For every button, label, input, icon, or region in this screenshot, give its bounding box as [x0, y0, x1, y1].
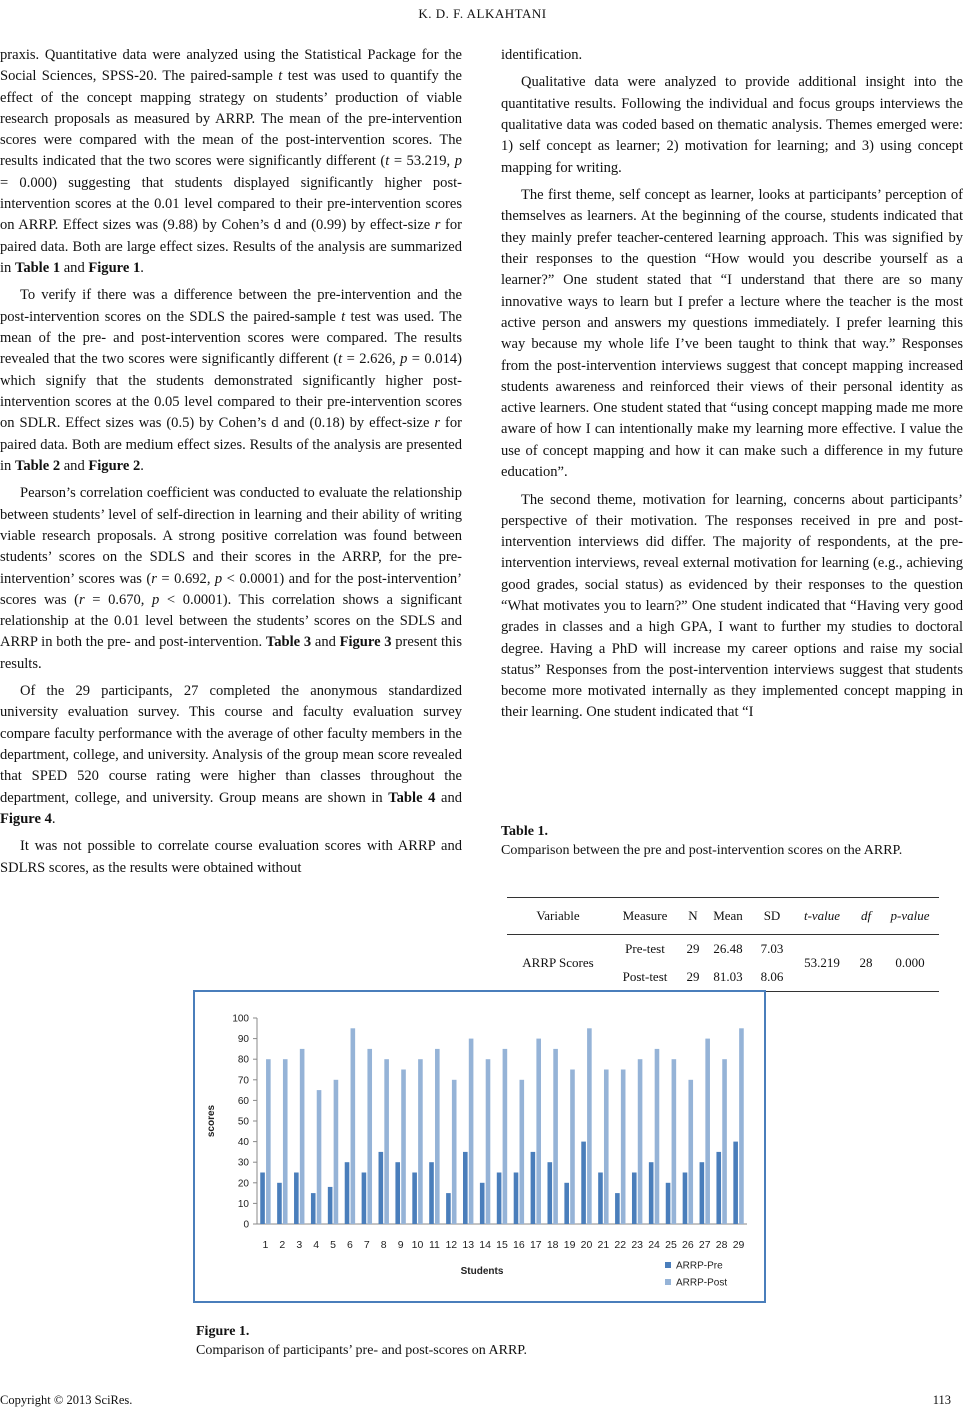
bar-arrp-post — [486, 1059, 491, 1224]
x-tick-label: 10 — [411, 1239, 424, 1251]
x-tick-label: 17 — [529, 1239, 542, 1251]
bar-arrp-post — [435, 1049, 440, 1224]
legend-swatch — [665, 1262, 671, 1268]
x-tick-label: 14 — [479, 1239, 491, 1251]
x-tick-label: 3 — [296, 1239, 303, 1251]
x-tick-label: 20 — [580, 1239, 593, 1251]
x-tick-label: 27 — [698, 1239, 711, 1251]
figure-title: Comparison of participants’ pre- and post-scores on ARRP. — [196, 1343, 528, 1358]
y-tick-label: 70 — [237, 1075, 249, 1087]
bar-arrp-pre — [514, 1173, 519, 1225]
col-header: Variable — [507, 897, 609, 935]
running-header: K. D. F. ALKAHTANI — [418, 6, 547, 21]
bar-arrp-post — [570, 1070, 575, 1225]
bar-arrp-pre — [733, 1142, 738, 1224]
table-row — [507, 935, 939, 963]
paragraph: Pearson’s correlation coefficient was conducted to evaluate the relationship between students’ level of self-direction in learning and their ability of writing viable research proposals. A strong positive correlation was found between students’ scores on the SDLS and their scores in the ARRP, for the pre-intervention’ scores was (r = 0.692, p < 0.0001) and for the post-intervention’ scores was (r = 0.670, p < 0.0001). This correlation shows a significant relationship at the 0.01 level between the students’ scores on the SDLS and ARRP in both the pre- and post-intervention. Table 3 and Figure 3 present this results. — [0, 485, 463, 672]
paragraph: Qualitative data were analyzed to provide additional insight into the quantitative results. Following the individual and focus groups interviews the qualitative data was coded based on thematic analysis. Themes emerged were: 1) self concept as learner; 2) motivation for learning; and 3) using concept mapping for writing. — [501, 74, 963, 176]
results-table — [507, 897, 939, 992]
x-tick-label: 18 — [546, 1239, 559, 1251]
bar-arrp-pre — [598, 1173, 603, 1225]
bar-arrp-pre — [260, 1173, 265, 1225]
x-tick-label: 23 — [631, 1239, 644, 1251]
x-tick-label: 2 — [279, 1239, 286, 1251]
legend-label: ARRP-Post — [676, 1277, 728, 1289]
table-cell: 81.03 — [705, 963, 751, 992]
bar-arrp-pre — [463, 1152, 468, 1224]
x-tick-label: 16 — [513, 1239, 525, 1251]
bar-arrp-pre — [716, 1152, 721, 1224]
y-tick-label: 100 — [232, 1013, 249, 1025]
y-tick-label: 90 — [237, 1034, 249, 1046]
bar-arrp-post — [283, 1059, 288, 1224]
bar-arrp-post — [722, 1059, 727, 1224]
x-tick-label: 26 — [682, 1239, 694, 1251]
bar-arrp-post — [469, 1039, 474, 1224]
bar-arrp-pre — [328, 1187, 333, 1224]
figure-1-chart — [193, 990, 766, 1303]
bar-arrp-post — [401, 1070, 406, 1225]
bar-arrp-pre — [581, 1142, 586, 1224]
table-caption — [501, 822, 963, 860]
bar-arrp-post — [688, 1080, 693, 1224]
bar-arrp-post — [317, 1090, 322, 1224]
bar-arrp-pre — [362, 1173, 367, 1225]
table-cell: 29 — [681, 963, 705, 992]
table-title: Comparison between the pre and post-intervention scores on the ARRP. — [501, 843, 903, 858]
x-tick-label: 9 — [397, 1239, 404, 1251]
y-tick-label: 40 — [237, 1137, 249, 1149]
legend-swatch — [665, 1279, 671, 1285]
table-label: Table 1. — [501, 824, 548, 839]
table-header-row — [507, 897, 939, 935]
bar-arrp-post — [536, 1039, 541, 1224]
bar-arrp-pre — [412, 1173, 417, 1225]
y-tick-label: 50 — [237, 1116, 249, 1128]
bar-arrp-post — [266, 1059, 271, 1224]
table-cell: Post-test — [609, 963, 681, 992]
x-tick-label: 25 — [665, 1239, 677, 1251]
bar-arrp-post — [638, 1059, 643, 1224]
t-value-cell: 53.219 — [793, 935, 851, 992]
bar-arrp-pre — [395, 1162, 400, 1224]
bar-arrp-post — [705, 1039, 710, 1224]
x-tick-label: 22 — [614, 1239, 627, 1251]
x-tick-label: 7 — [363, 1239, 370, 1251]
table-cell: 8.06 — [751, 963, 793, 992]
p-value-cell: 0.000 — [881, 935, 939, 992]
table-cell: 26.48 — [713, 941, 743, 956]
x-tick-label: 11 — [428, 1239, 440, 1251]
x-tick-label: 8 — [380, 1239, 387, 1251]
y-tick-label: 10 — [237, 1198, 249, 1210]
bar-arrp-post — [452, 1080, 457, 1224]
x-tick-label: 4 — [313, 1239, 320, 1251]
y-axis-title: scores — [206, 1104, 217, 1138]
bar-arrp-post — [553, 1049, 558, 1224]
y-tick-label: 20 — [237, 1178, 249, 1190]
paragraph: It was not possible to correlate course evaluation scores with ARRP and SDLRS scores, as the results were obtained without — [0, 838, 462, 876]
y-tick-label: 30 — [237, 1157, 249, 1169]
bar-arrp-pre — [564, 1183, 569, 1224]
y-tick-label: 80 — [237, 1054, 249, 1066]
paragraph: To verify if there was a difference between the pre-intervention and the post-intervention scores on the SDLS the paired-sample t test was used. The mean of the pre- and post-intervention scores were compared. The results revealed that the two scores were significantly different (t = 2.626, p = 0.014) which signify that the students demonstrated significantly higher post-intervention scores at the 0.05 level compared to their pre-intervention scores on SDLR. Effect sizes was (0.5) by Cohen’s d and (0.18) by effect-size r for paired data. Both are medium effect sizes. Results of the analysis are presented in Table 2 and Figure 2. — [0, 287, 462, 474]
right-column — [501, 45, 963, 730]
bar-arrp-pre — [700, 1162, 705, 1224]
left-column — [0, 45, 462, 885]
x-tick-label: 12 — [445, 1239, 458, 1251]
bar-arrp-pre — [429, 1162, 434, 1224]
bar-arrp-post — [351, 1028, 356, 1224]
col-header: Mean — [705, 897, 751, 935]
paragraph: identification. — [501, 47, 583, 63]
table-cell: Pre-test — [625, 941, 665, 956]
footer-copyright: Copyright © 2013 SciRes. — [0, 1393, 133, 1407]
bar-arrp-pre — [345, 1162, 350, 1224]
paragraph: Of the 29 participants, 27 completed the anonymous standardized university evaluation survey. This course and faculty evaluation survey compare faculty performance with the average of other faculty members in the department, college, and university. Analysis of the group mean score revealed that SPED 520 course rating were higher than classes throughout the department, college, and university. Group means are shown in Table 4 and Figure 4. — [0, 683, 462, 827]
col-header: SD — [751, 897, 793, 935]
figure-label: Figure 1. — [196, 1324, 250, 1339]
x-tick-label: 21 — [597, 1239, 610, 1251]
bar-arrp-pre — [547, 1162, 552, 1224]
bar-arrp-post — [672, 1059, 677, 1224]
x-tick-label: 6 — [347, 1239, 353, 1251]
variable-cell: ARRP Scores — [507, 935, 609, 992]
figure-caption — [196, 1322, 527, 1360]
col-header: p-value — [881, 897, 939, 935]
bar-arrp-pre — [277, 1183, 282, 1224]
x-tick-label: 15 — [496, 1239, 508, 1251]
bar-chart-svg — [195, 992, 764, 1301]
bar-arrp-post — [300, 1049, 305, 1224]
x-tick-label: 5 — [330, 1239, 336, 1251]
y-tick-label: 60 — [237, 1095, 249, 1107]
bar-arrp-pre — [632, 1173, 637, 1225]
bar-arrp-post — [367, 1049, 372, 1224]
bar-arrp-pre — [379, 1152, 384, 1224]
bar-arrp-post — [334, 1080, 339, 1224]
bar-arrp-pre — [446, 1193, 451, 1224]
bar-arrp-pre — [294, 1173, 299, 1225]
bar-arrp-pre — [683, 1173, 688, 1225]
bar-arrp-post — [587, 1028, 592, 1224]
col-header: Measure — [609, 897, 681, 935]
bar-arrp-pre — [531, 1152, 536, 1224]
bar-arrp-post — [384, 1059, 389, 1224]
bar-arrp-post — [604, 1070, 609, 1225]
col-header: t-value — [793, 897, 851, 935]
bar-arrp-pre — [666, 1183, 671, 1224]
bar-arrp-pre — [497, 1173, 502, 1225]
paragraph: The second theme, motivation for learning, concerns about participants’ perspective of their motivation. The responses received in pre and post-intervention interviews did differ. The majority of respondents, at the pre-intervention interviews, reveal external motivation for learning (e.g., achieving good grades, social status) as evidenced by their responses to the question “What motivates you to learn?” One student indicated that “Having very good grades in classes and a high GPA, I want to further my studies to doctoral degree. Having a PhD will increase my career options and raise my social status” Responses from the post-intervention interviews suggest that students become more motivated internally as they implemented concept mapping in their learning. One student indicated that “I — [501, 491, 963, 721]
df-cell: 28 — [851, 935, 881, 992]
bar-arrp-post — [418, 1059, 423, 1224]
bar-arrp-post — [621, 1070, 626, 1225]
bar-arrp-pre — [649, 1162, 654, 1224]
x-tick-label: 28 — [715, 1239, 728, 1251]
x-tick-label: 19 — [563, 1239, 576, 1251]
bar-arrp-post — [519, 1080, 524, 1224]
table-cell: 7.03 — [760, 941, 784, 956]
col-header: N — [681, 897, 705, 935]
bar-arrp-pre — [615, 1193, 620, 1224]
paragraph: The first theme, self concept as learner, looks at participants’ perception of themselves as learners. At the beginning of the course, students indicated that they mainly prefer teacher-centered learning approach. This was signified by their responses to the question “How would you describe yourself as a learner?” One student stated that “I understand that there are so many innovative ways to learn but I prefer a lecture where the teacher is the most active person and answers my questions immediately. I prefer learning this way because my whole life I’ve been taught to think that way.” Responses from the post-intervention interviews suggest that concept mapping increased students awareness and reinforced their views of their personal identity as active learners. One student stated that “using concept mapping made me more aware of how I can intentionally make my learning more effective. I value the use of concept mapping and how it can make such a difference in my future education”. — [501, 187, 963, 481]
table-cell: 29 — [686, 941, 700, 956]
bar-arrp-pre — [311, 1193, 316, 1224]
legend-label: ARRP-Pre — [676, 1260, 723, 1272]
x-tick-label: 29 — [732, 1239, 745, 1251]
footer-page-number: 113 — [932, 1393, 951, 1407]
bar-arrp-pre — [480, 1183, 485, 1224]
col-header: df — [851, 897, 881, 935]
bar-arrp-post — [739, 1028, 744, 1224]
x-tick-label: 13 — [462, 1239, 475, 1251]
x-axis-title: Students — [460, 1266, 504, 1277]
y-tick-label: 0 — [243, 1219, 249, 1231]
paragraph: praxis. Quantitative data were analyzed using the Statistical Package for the Social Sciences, SPSS-20. The paired-sample t test was used to quantify the effect of the concept mapping strategy on students’ production of viable research proposals as measured by ARRP. The mean of the pre-intervention scores were compared with the mean of the post-intervention scores. The results indicated that the two scores were significantly different (t = 53.219, p = 0.000) suggesting that students displayed significantly higher post-intervention scores at the 0.01 level compared to their pre-intervention scores on ARRP. Effect sizes was (9.88) by Cohen’s d and (0.99) by effect-size r for paired data. Both are large effect sizes. Results of the analysis are summarized in Table 1 and Figure 1. — [0, 47, 463, 276]
bar-arrp-post — [503, 1049, 508, 1224]
x-tick-label: 24 — [648, 1239, 660, 1251]
x-tick-label: 1 — [262, 1239, 269, 1251]
bar-arrp-post — [655, 1049, 660, 1224]
